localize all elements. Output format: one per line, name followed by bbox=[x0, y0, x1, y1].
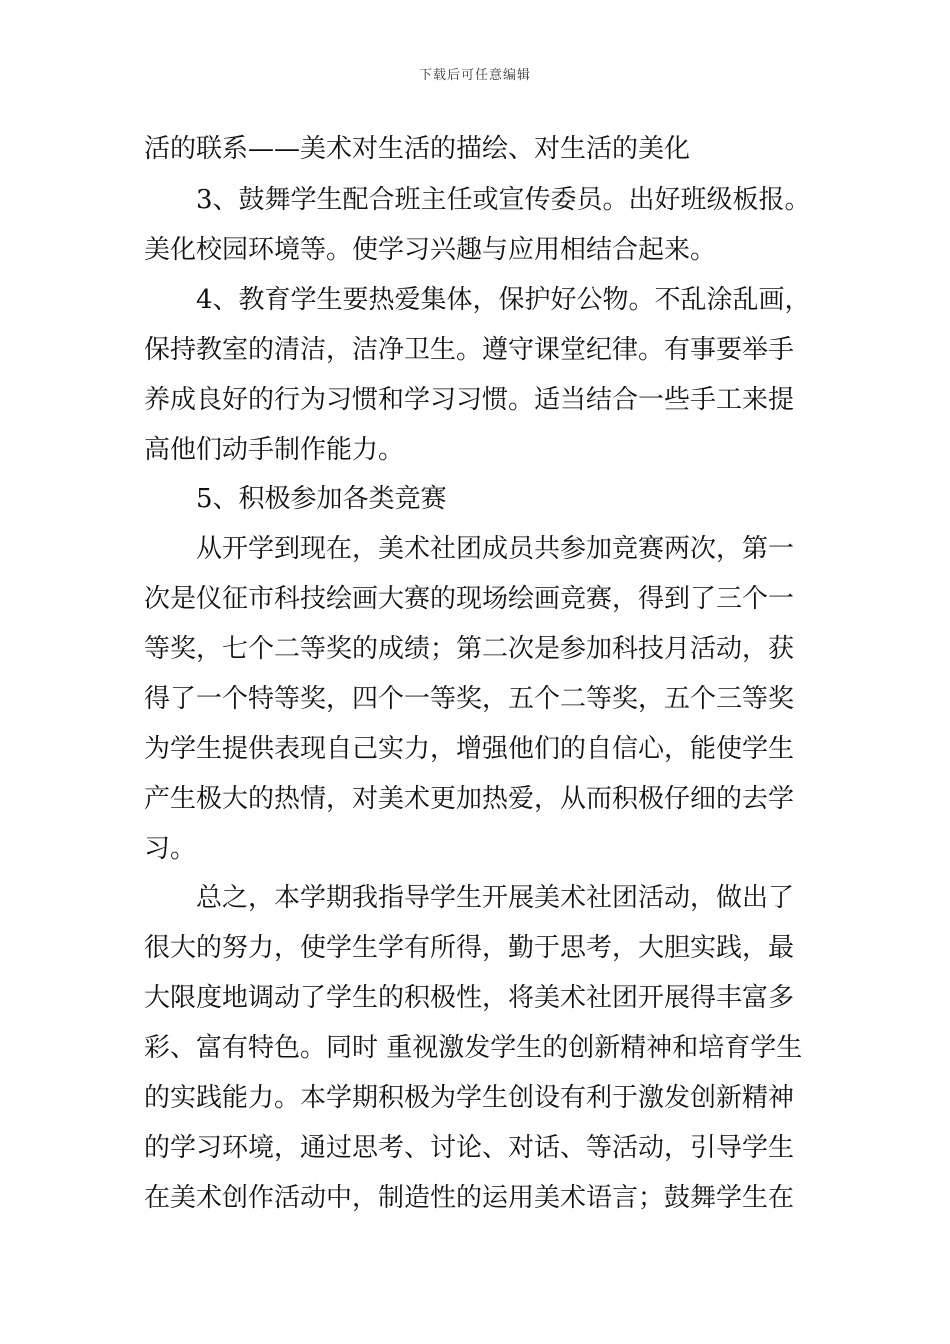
text-line: 很大的努力，使学生学有所得，勤于思考，大胆实践，最 bbox=[144, 933, 795, 963]
text-line: 保持教室的清洁，洁净卫生。遵守课堂纪律。有事要举手 bbox=[144, 335, 795, 365]
text-line: 5、积极参加各类竞赛 bbox=[144, 484, 447, 514]
text-line: 等奖，七个二等奖的成绩；第二次是参加科技月活动，获 bbox=[144, 634, 795, 664]
text-line: 养成良好的行为习惯和学习习惯。适当结合一些手工来提 bbox=[144, 385, 795, 415]
text-line: 4、教育学生要热爱集体，保护好公物。不乱涂乱画， bbox=[144, 285, 811, 315]
text-line: 为学生提供表现自己实力，增强他们的自信心，能使学生 bbox=[144, 734, 795, 764]
text-line: 从开学到现在，美术社团成员共参加竞赛两次，第一 bbox=[144, 534, 795, 564]
text-line: 次是仪征市科技绘画大赛的现场绘画竞赛，得到了三个一 bbox=[144, 584, 795, 614]
text-line: 大限度地调动了学生的积极性，将美术社团开展得丰富多 bbox=[144, 983, 795, 1013]
text-line: 高他们动手制作能力。 bbox=[144, 435, 405, 465]
text-line: 的实践能力。本学期积极为学生创设有利于激发创新精神 bbox=[144, 1083, 795, 1113]
text-line: 的学习环境，通过思考、讨论、对话、等活动，引导学生 bbox=[144, 1133, 795, 1163]
text-line: 活的联系——美术对生活的描绘、对生活的美化 bbox=[144, 134, 691, 164]
text-line: 总之，本学期我指导学生开展美术社团活动，做出了 bbox=[144, 883, 795, 913]
page-header: 下载后可任意编辑 bbox=[418, 68, 531, 83]
text-line: 产生极大的热情，对美术更加热爱，从而积极仔细的去学 bbox=[144, 784, 795, 814]
text-line: 3、鼓舞学生配合班主任或宣传委员。出好班级板报。 bbox=[144, 185, 811, 215]
text-line: 在美术创作活动中，制造性的运用美术语言；鼓舞学生在 bbox=[144, 1183, 795, 1213]
text-line: 得了一个特等奖，四个一等奖，五个二等奖，五个三等奖 bbox=[144, 684, 795, 714]
text-line: 美化校园环境等。使学习兴趣与应用相结合起来。 bbox=[144, 235, 717, 265]
text-line: 习。 bbox=[144, 834, 197, 864]
text-line: 彩、富有特色。同时 重视激发学生的创新精神和培育学生 bbox=[144, 1033, 803, 1063]
